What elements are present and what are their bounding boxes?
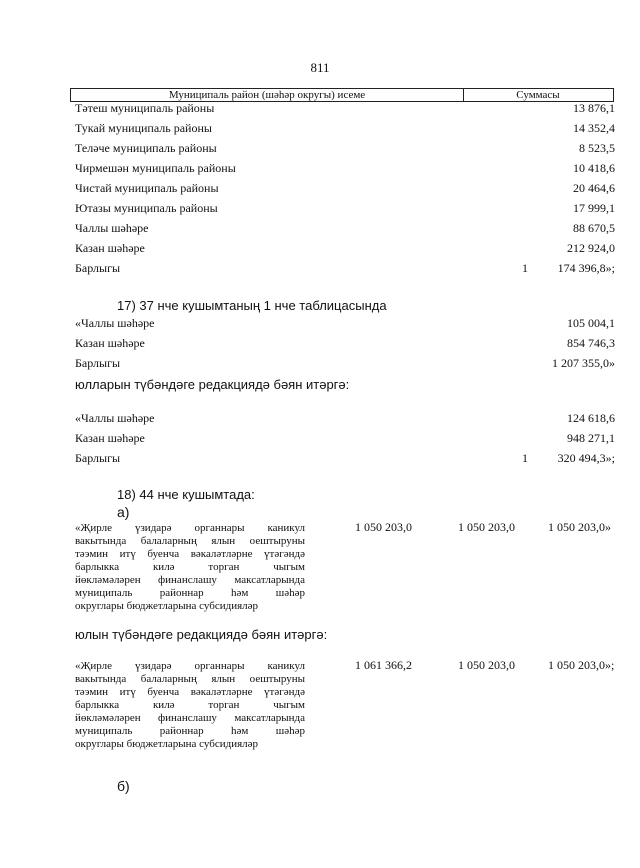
page-number: 811 <box>310 60 330 75</box>
row-value: 124 618,6 <box>567 411 615 425</box>
paragraph-old <box>75 522 305 613</box>
table-row <box>75 240 615 256</box>
row-name: Чистай муниципаль районы <box>75 181 219 195</box>
paragraph-line: йөкләмәләрен финанслашу максатларында <box>75 712 305 724</box>
sub-a-label: а) <box>117 504 130 520</box>
paragraph-line: «Җирле үзидарә органнары каникул <box>75 660 305 672</box>
column-header-name: Муниципаль район (шәһәр округы) исеме <box>71 89 464 101</box>
row-value: 854 746,3 <box>567 336 615 350</box>
value-col-3: 1 050 203,0» <box>548 520 611 534</box>
section-18-heading: 18) 44 нче кушымтада: <box>117 487 255 502</box>
paragraph-line: барлыкка килә торган чыгым <box>75 561 305 573</box>
row-value: 948 271,1 <box>567 431 615 445</box>
row-value: 8 523,5 <box>579 141 615 155</box>
table-row <box>75 140 615 156</box>
section-17-heading: 17) 37 нче кушымтаның 1 нче таблицасында <box>117 298 387 313</box>
paragraph-line: муниципаль районнар һәм шәһәр <box>75 587 305 599</box>
table-row <box>75 410 615 426</box>
row-name: «Чаллы шәһәре <box>75 316 155 330</box>
total-value: 174 396,8»; <box>557 261 615 275</box>
row-value: 212 924,0 <box>567 241 615 255</box>
sub-b-label: б) <box>117 778 130 794</box>
value-col-2: 1 050 203,0 <box>458 658 515 672</box>
row-value: 10 418,6 <box>573 161 615 175</box>
paragraph-line: вакытында балаларның ялын оештыруны <box>75 673 305 685</box>
row-value: 13 876,1 <box>573 101 615 115</box>
table-row <box>75 100 615 116</box>
row-value: 14 352,4 <box>573 121 615 135</box>
paragraph-line: округлары бюджетларына субсидияләр <box>75 600 259 612</box>
table-row <box>75 220 615 236</box>
row-value: 20 464,6 <box>573 181 615 195</box>
row-value: 1 207 355,0» <box>552 356 615 370</box>
value-col-3: 1 050 203,0»; <box>548 658 615 672</box>
table-row <box>75 335 615 351</box>
row-name: Казан шәһәре <box>75 431 145 445</box>
row-name: Казан шәһәре <box>75 336 145 350</box>
table-row <box>75 355 615 371</box>
row-value: 105 004,1 <box>567 316 615 330</box>
total-value: 320 494,3»; <box>557 451 615 465</box>
row-name: Чаллы шәһәре <box>75 221 149 235</box>
total-label: Барлыгы <box>75 261 121 275</box>
row-name: Тукай муниципаль районы <box>75 121 212 135</box>
column-header-sum: Суммасы <box>516 89 560 101</box>
row-name: Чирмешән муниципаль районы <box>75 161 236 175</box>
paragraph-line: тәэмин итү буенча вәкаләтләрне үтәгәндә <box>75 548 305 560</box>
row-value: 17 999,1 <box>573 201 615 215</box>
row-name: «Чаллы шәһәре <box>75 411 155 425</box>
value-col-1: 1 061 366,2 <box>355 658 412 672</box>
table-row <box>75 180 615 196</box>
row-value: 88 670,5 <box>573 221 615 235</box>
table-row <box>75 200 615 216</box>
section-17-instruction: юлларын түбәндәге редакциядә бәян итәргә: <box>75 377 350 392</box>
paragraph-line: вакытында балаларның ялын оештыруны <box>75 535 305 547</box>
row-name: Барлыгы <box>75 356 121 370</box>
row-name: Тәтеш муниципаль районы <box>75 101 215 115</box>
table-row <box>75 430 615 446</box>
row-name: Теләче муниципаль районы <box>75 141 217 155</box>
table-row <box>75 315 615 331</box>
row-name: Казан шәһәре <box>75 241 145 255</box>
total-prefix: 1 <box>522 261 528 275</box>
paragraph-line: округлары бюджетларына субсидияләр <box>75 738 259 750</box>
total-label: Барлыгы <box>75 451 121 465</box>
paragraph-line: барлыкка килә торган чыгым <box>75 699 305 711</box>
total-row <box>75 450 615 466</box>
table-row <box>75 160 615 176</box>
value-col-1: 1 050 203,0 <box>355 520 412 534</box>
paragraph-line: «Җирле үзидарә органнары каникул <box>75 522 305 534</box>
paragraph-line: муниципаль районнар һәм шәһәр <box>75 725 305 737</box>
section-18-instruction: юлын түбәндәге редакциядә бәян итәргә: <box>75 627 328 642</box>
paragraph-line: йөкләмәләрен финанслашу максатларында <box>75 574 305 586</box>
table-row <box>75 120 615 136</box>
paragraph-line: тәэмин итү буенча вәкаләтләрне үтәгәндә <box>75 686 305 698</box>
paragraph-new <box>75 660 305 751</box>
value-col-2: 1 050 203,0 <box>458 520 515 534</box>
total-row <box>75 260 615 276</box>
total-prefix: 1 <box>522 451 528 465</box>
row-name: Ютазы муниципаль районы <box>75 201 218 215</box>
